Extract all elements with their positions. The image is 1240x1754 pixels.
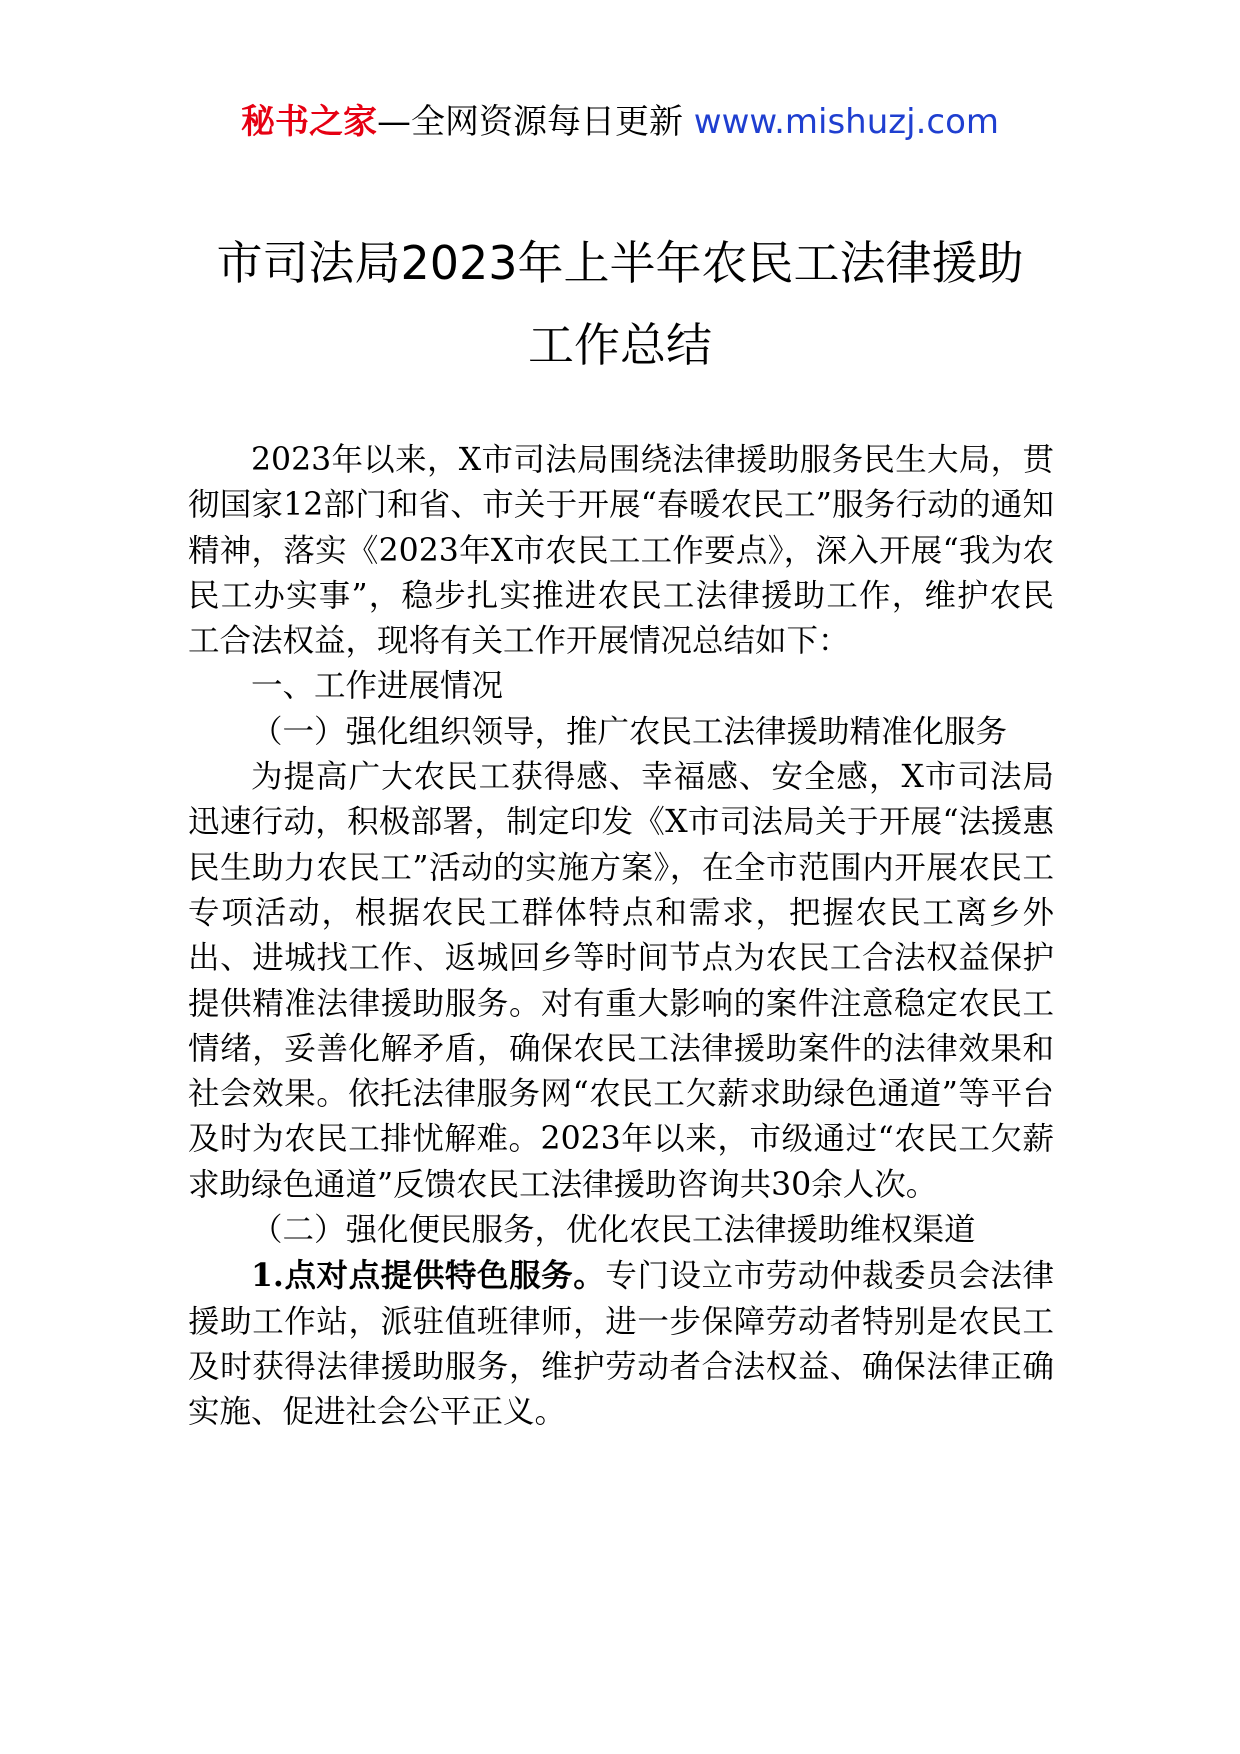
document-body (188, 438, 1054, 1436)
subsection-heading-1: （一）强化组织领导，推广农民工法律援助精准化服务 (251, 713, 1008, 750)
intro-paragraph: 2023年以来，X市司法局围绕法律援助服务民生大局，贯彻国家12部门和省、市关于开展“春暖农民工”服务行动的通知精神，落实《2023年X市农民工工作要点》，深入开展“我为农民工办实事”，稳步扎实推进农民工法律援助工作，维护农民工合法权益，现将有关工作开展情况总结如下： (188, 442, 1054, 660)
item-lead: 1.点对点提供特色服务。 (251, 1257, 606, 1295)
title-line-2: 工作总结 (528, 318, 712, 372)
item-paragraph-1 (188, 1253, 1054, 1435)
site-url-link[interactable]: www.mishuzj.com (693, 102, 999, 142)
title-line-1: 市司法局2023年上半年农民工法律援助 (216, 236, 1024, 290)
document-title (150, 222, 1090, 386)
site-header (0, 98, 1240, 146)
header-tagline: —全网资源每日更新 (376, 102, 694, 142)
item-text: 专门设立市劳动仲裁委员会法律援助工作站，派驻值班律师，进一步保障劳动者特别是农民工及时获得法律援助服务，维护劳动者合法权益、确保法律正确实施、促进社会公平正义。 (188, 1258, 1054, 1431)
subsection-heading-2: （二）强化便民服务，优化农民工法律援助维权渠道 (251, 1212, 976, 1249)
section-heading-1: 一、工作进展情况 (251, 668, 504, 705)
brand-name: 秘书之家 (240, 102, 377, 142)
body-paragraph-1: 为提高广大农民工获得感、幸福感、安全感，X市司法局迅速行动，积极部署，制定印发《X市司法局关于开展“法援惠民生助力农民工”活动的实施方案》，在全市范围内开展农民工专项活动，根据农民工群体特点和需求，把握农民工离乡外出、进城找工作、返城回乡等时间节点为农民工合法权益保护提供精准法律援助服务。对有重大影响的案件注意稳定农民工情绪，妥善化解矛盾，确保农民工法律援助案件的法律效果和社会效果。依托法律服务网“农民工欠薪求助绿色通道”等平台及时为农民工排忧解难。2023年以来，市级通过“农民工欠薪求助绿色通道”反馈农民工法律援助咨询共30余人次。 (188, 759, 1054, 1203)
